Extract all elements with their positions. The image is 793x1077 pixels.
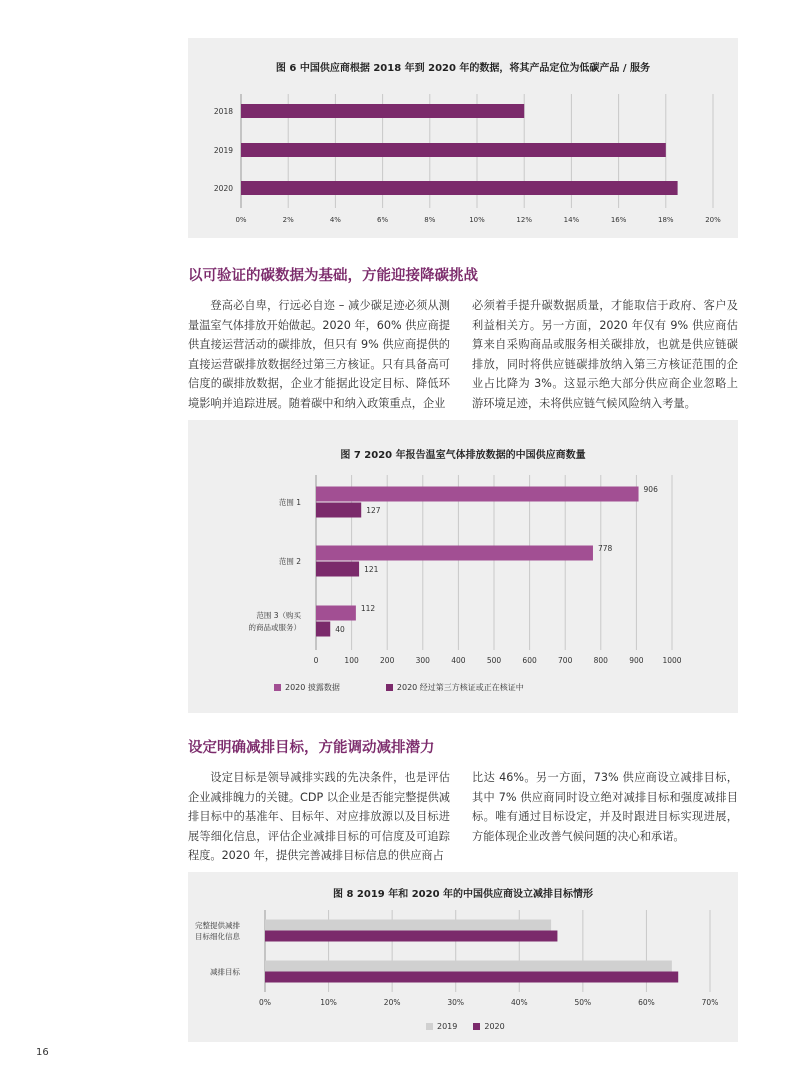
figure-6-chart — [188, 38, 738, 238]
category-label: 范围 2 — [278, 557, 301, 566]
section1-paragraph-right: 必须着手提升碳数据质量，才能取信于政府、客户及利益相关方。另一方面，2020 年仅有 9% 供应商估算来自采购商品或服务相关碳排放，也就是供应链碳排放，同时将供应链碳排放纳入第三方核证范围的企业占比降为 3%。这显示绝大部分供应商企业忽略上游环境足迹，未将供应链气候风险纳入考量。 — [472, 299, 738, 410]
data-label: 112 — [360, 604, 376, 613]
bar-2020 — [265, 931, 557, 942]
legend-label-2020: 2020 — [484, 1022, 505, 1031]
x-tick-label: 0% — [235, 216, 247, 224]
x-tick-label: 1000 — [662, 656, 682, 665]
bar-2020 — [241, 181, 678, 195]
x-tick-label: 10% — [469, 216, 485, 224]
legend-swatch-verified — [386, 684, 393, 691]
figure-6-panel — [188, 38, 738, 238]
legend-swatch-2020 — [473, 1023, 480, 1030]
x-tick-label: 100 — [344, 656, 359, 665]
x-tick-label: 60% — [638, 998, 655, 1007]
x-tick-label: 30% — [447, 998, 465, 1007]
legend-item-2019 — [426, 1022, 457, 1031]
legend-item-disclosed — [274, 682, 340, 693]
x-tick-label: 4% — [329, 216, 341, 224]
bar-verified — [316, 503, 361, 518]
x-tick-label: 20% — [705, 216, 721, 224]
section-heading-targets: 设定明确减排目标，方能调动减排潜力 — [188, 740, 435, 756]
category-label: 范围 1 — [278, 498, 301, 507]
legend-swatch-disclosed — [274, 684, 281, 691]
x-tick-label: 6% — [377, 216, 389, 224]
x-tick-label: 800 — [593, 656, 608, 665]
x-tick-label: 200 — [380, 656, 395, 665]
bar-2019 — [241, 143, 666, 157]
x-tick-label: 14% — [563, 216, 580, 224]
x-tick-label: 40% — [510, 998, 528, 1007]
figure-7-title: 图 7 2020 年报告温室气体排放数据的中国供应商数量 — [340, 450, 586, 461]
x-tick-label: 0% — [259, 998, 271, 1007]
bar-disclosed — [316, 487, 639, 502]
section2-paragraph-right: 比达 46%。另一方面，73% 供应商设立减排目标，其中 7% 供应商同时设立绝对减排目标和强度减排目标。唯有通过目标设定，并及时跟进目标实现进展，方能体现企业改善气候问题的决心和承诺。 — [472, 771, 738, 843]
figure-8-title: 图 8 2019 年和 2020 年的中国供应商设立减排目标情形 — [332, 889, 594, 900]
figure-8-chart — [188, 872, 738, 1042]
x-tick-label: 10% — [320, 998, 337, 1007]
category-label: 减排目标 — [210, 967, 240, 977]
section2-column-right — [472, 768, 738, 846]
category-label: 2018 — [213, 107, 233, 116]
x-tick-label: 300 — [415, 656, 430, 665]
data-label: 127 — [366, 506, 381, 515]
section-heading-carbon-data: 以可验证的碳数据为基础，方能迎接降碳挑战 — [188, 268, 478, 284]
section1-column-left — [188, 296, 450, 414]
data-label: 906 — [643, 485, 658, 494]
category-label: 2019 — [213, 146, 233, 155]
legend-label-2019: 2019 — [437, 1022, 458, 1031]
x-tick-label: 400 — [451, 656, 466, 665]
x-tick-label: 0 — [313, 656, 319, 665]
figure-7-legend — [274, 682, 524, 693]
figure-7-chart — [188, 420, 738, 713]
figure-6-title: 图 6 中国供应商根据 2018 年到 2020 年的数据，将其产品定位为低碳产品 / 服务 — [275, 63, 651, 74]
legend-swatch-2019 — [426, 1023, 433, 1030]
bar-2018 — [241, 104, 524, 118]
bar-verified — [316, 562, 359, 577]
data-label: 121 — [364, 565, 379, 574]
category-label: 完整提供减排 — [195, 921, 240, 930]
x-tick-label: 12% — [516, 216, 532, 224]
category-label: 的商品或服务） — [248, 623, 301, 632]
x-tick-label: 18% — [658, 216, 674, 224]
x-tick-label: 2% — [282, 216, 294, 224]
x-tick-label: 20% — [383, 998, 401, 1007]
data-label: 40 — [335, 625, 345, 634]
legend-item-verified — [386, 682, 524, 693]
legend-label-verified: 2020 经过第三方核证或正在核证中 — [396, 683, 524, 692]
figure-8-legend — [426, 1022, 505, 1031]
section1-paragraph-left: 登高必自卑，行远必自迩 – 减少碳足迹必须从测量温室气体排放开始做起。2020 年，60% 供应商提供直接运营活动的碳排放，但只有 9% 供应商提供的直接运营碳排放数据经过第三方核证。只有具备高可信度的碳排放数据，企业才能据此设定目标、降低环境影响并追踪进展。随着碳中和纳入政策重点，企业 — [188, 299, 450, 410]
x-tick-label: 50% — [574, 998, 592, 1007]
bar-2019 — [265, 961, 672, 972]
bar-disclosed — [316, 606, 356, 621]
section2-paragraph-left: 设定目标是领导减排实践的先决条件，也是评估企业减排魄力的关键。CDP 以企业是否能完整提供减排目标中的基准年、目标年、对应排放源以及目标进展等细化信息，评估企业减排目标的可信度及可追踪程度。2020 年，提供完善减排目标信息的供应商占 — [188, 771, 450, 863]
x-tick-label: 900 — [629, 656, 644, 665]
x-tick-label: 700 — [558, 656, 573, 665]
x-tick-label: 600 — [522, 656, 537, 665]
bar-2020 — [265, 972, 678, 983]
bar-disclosed — [316, 546, 593, 561]
section1-column-right — [472, 296, 738, 414]
category-label: 目标细化信息 — [195, 932, 240, 941]
page-number: 16 — [36, 1047, 49, 1058]
category-label: 2020 — [213, 184, 233, 193]
section2-column-left — [188, 768, 450, 866]
category-label: 范围 3（购买 — [256, 611, 301, 620]
bar-2019 — [265, 920, 551, 931]
x-tick-label: 500 — [486, 656, 502, 665]
figure-8-panel — [188, 872, 738, 1042]
x-tick-label: 16% — [610, 216, 627, 224]
data-label: 778 — [597, 544, 613, 553]
legend-item-2020 — [473, 1022, 504, 1031]
x-tick-label: 8% — [424, 216, 436, 224]
bar-verified — [316, 622, 330, 637]
x-tick-label: 70% — [701, 998, 719, 1007]
legend-label-disclosed: 2020 披露数据 — [285, 683, 340, 692]
figure-7-panel — [188, 420, 738, 713]
